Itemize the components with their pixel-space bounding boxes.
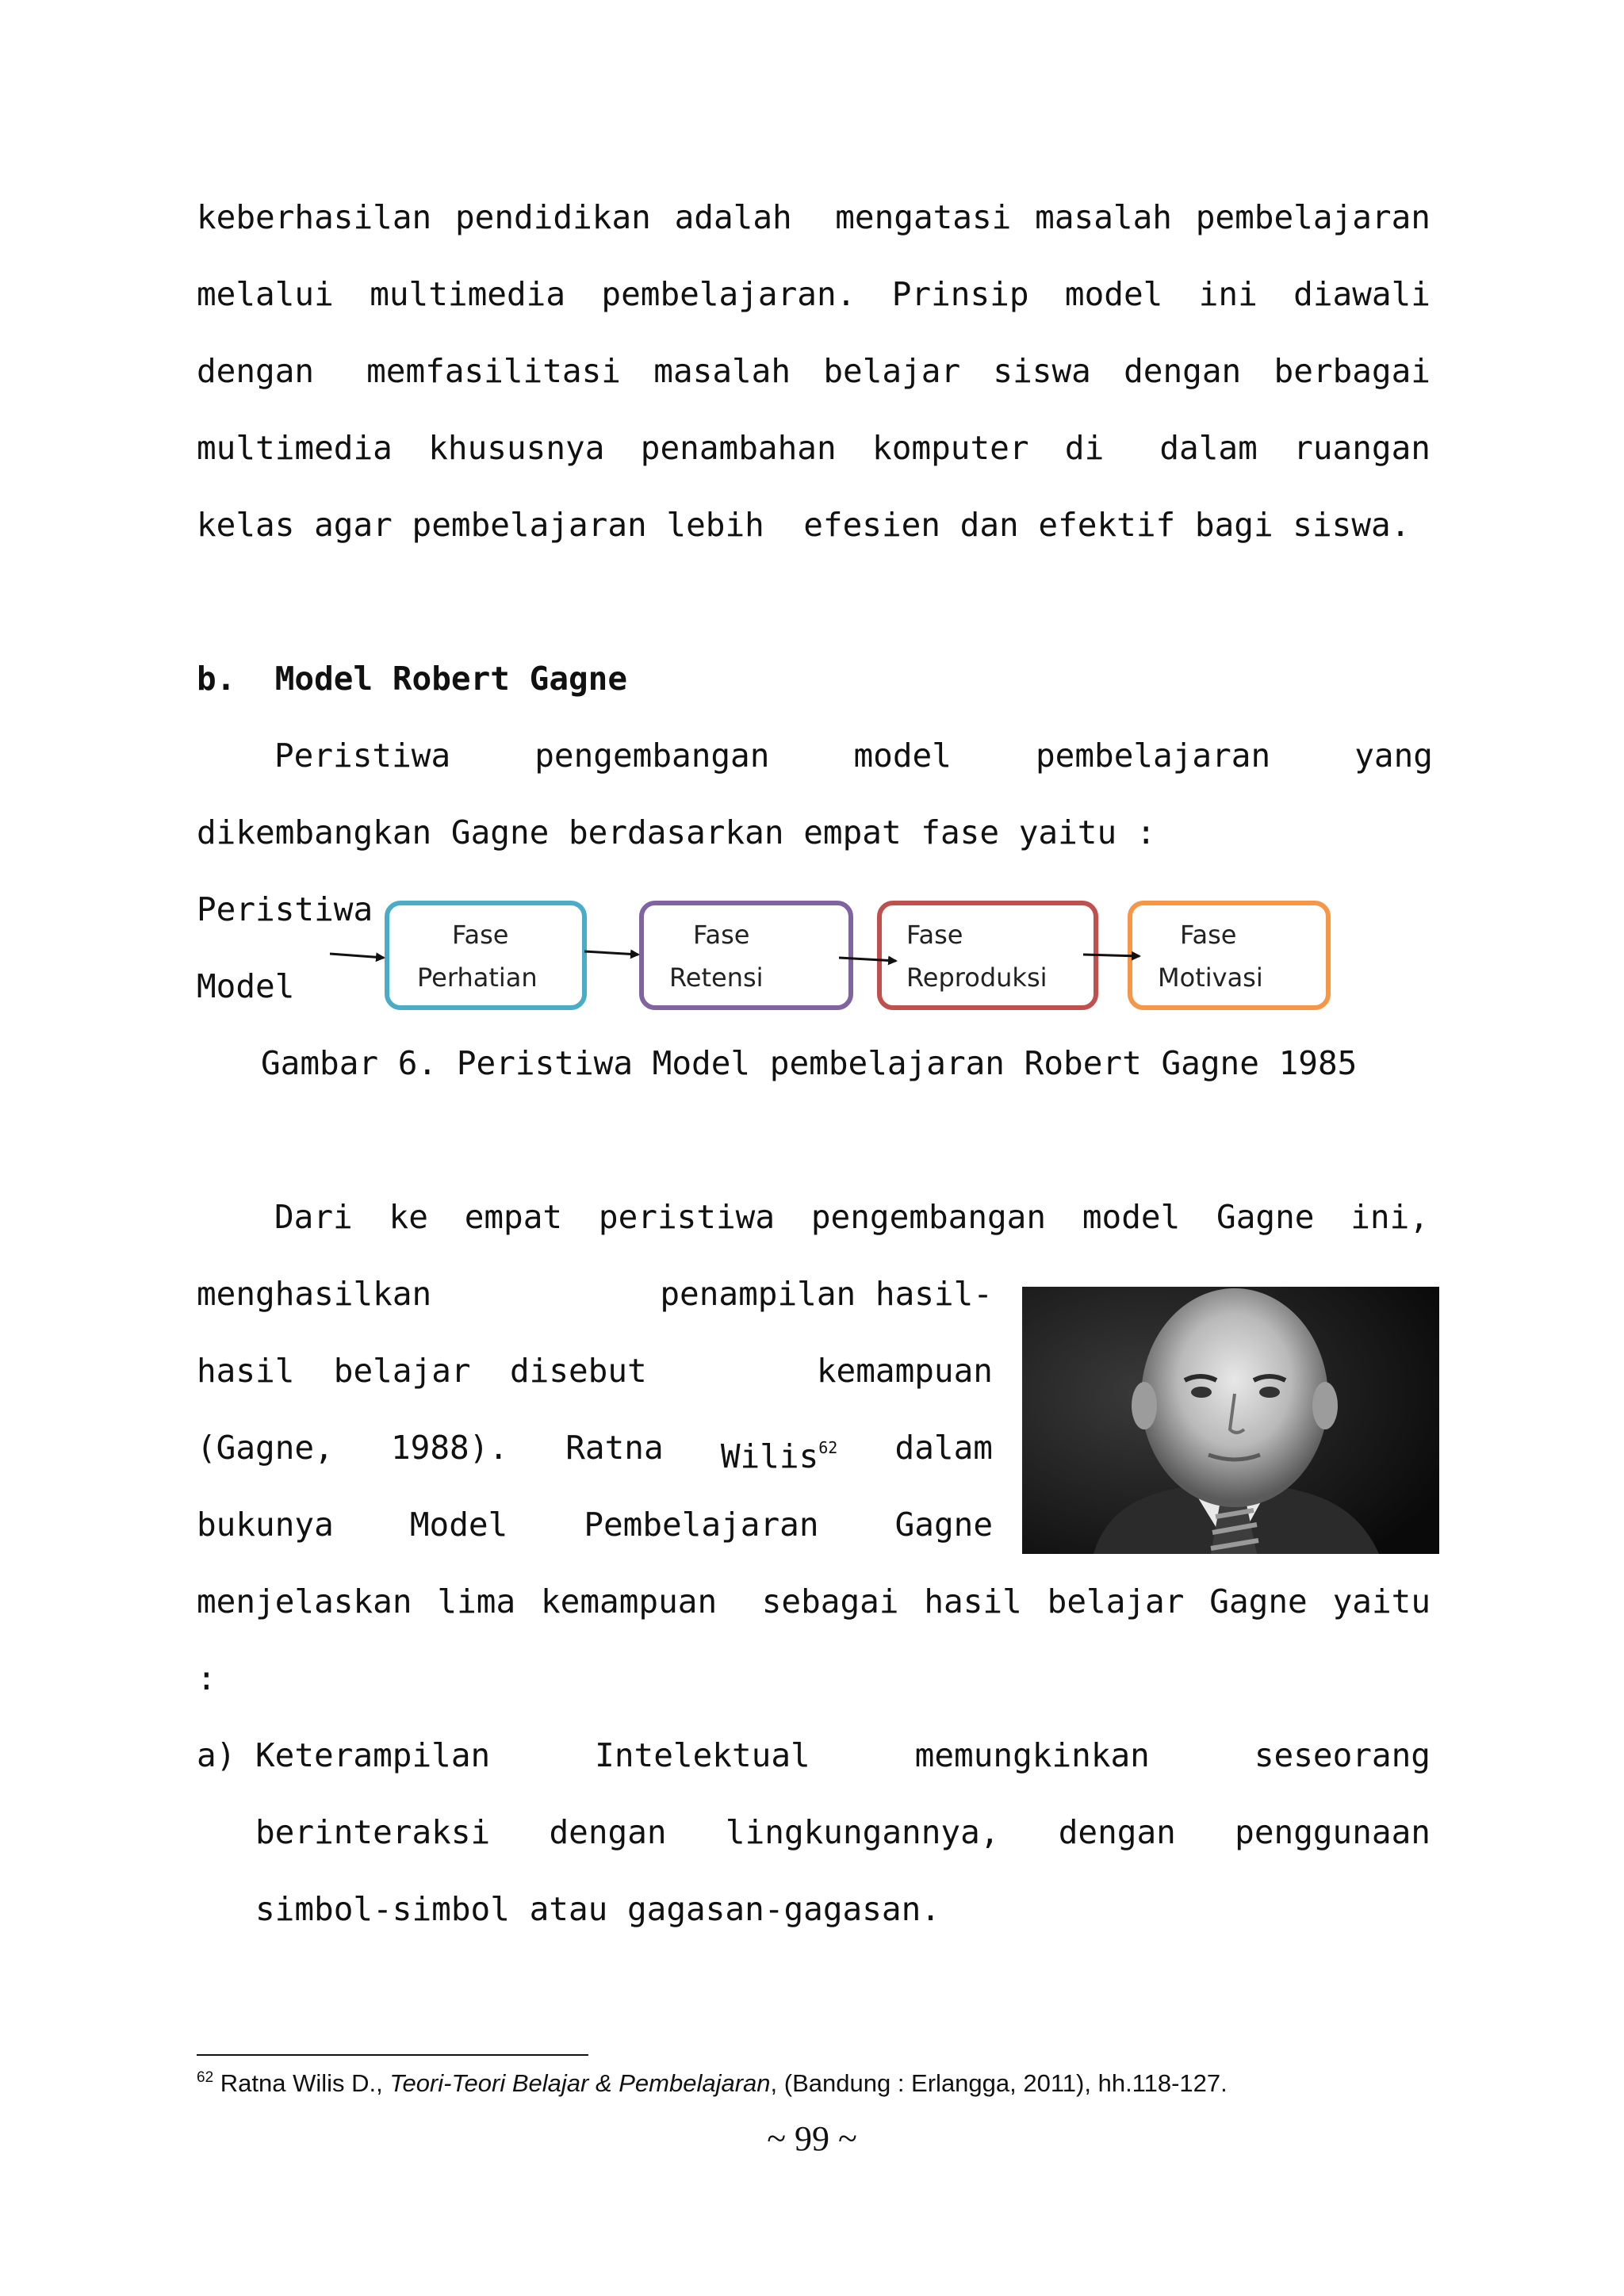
word: yaitu <box>1332 1582 1431 1621</box>
diagram-arrows <box>0 0 1624 1110</box>
word: dengan <box>549 1813 667 1851</box>
page-number: ~ 99 ~ <box>767 2119 857 2158</box>
word: dengan <box>197 352 334 390</box>
word: lingkungannya, <box>725 1813 1000 1851</box>
figure-caption: Gambar 6. Peristiwa Model pembelajaran Robert Gagne 1985 <box>261 1044 1358 1082</box>
phase-motivasi-line2: Motivasi <box>1158 962 1263 993</box>
word: ruangan <box>1293 429 1431 467</box>
phase-reproduksi-line2: Reproduksi <box>906 962 1048 993</box>
footnote-62 <box>197 2069 1228 2098</box>
word: lima <box>437 1582 516 1621</box>
word: dengan <box>1124 352 1242 390</box>
word: dalam <box>1159 429 1258 467</box>
word: bukunya <box>197 1506 334 1544</box>
word: pendidikan <box>455 198 651 236</box>
arrow-into-perhatian <box>330 954 384 958</box>
word: ke <box>389 1198 428 1236</box>
word: penambahan <box>640 429 837 467</box>
word: multimedia <box>370 275 566 313</box>
word: komputer <box>872 429 1029 467</box>
phase-perhatian-line1: Fase <box>452 920 509 950</box>
arrow-retensi-to-reproduksi <box>839 958 896 961</box>
paragraph3-line-1 <box>274 1193 1429 1241</box>
word-gagne-1988-b: 1988). <box>390 1429 509 1467</box>
list-item-a-line-2 <box>255 1808 1431 1856</box>
word-wilis-text: Wilis <box>720 1437 819 1475</box>
word: Gagne <box>1216 1198 1315 1236</box>
word: berbagai <box>1274 352 1431 390</box>
word-wilis <box>721 1424 838 1480</box>
footnote-author: Ratna Wilis D., <box>213 2069 390 2097</box>
word: Gagne <box>1209 1582 1308 1621</box>
phase-reproduksi-line1: Fase <box>906 920 963 950</box>
paragraph3-line-6 <box>197 1578 1431 1625</box>
word: pembelajaran <box>1195 198 1431 236</box>
paragraph3-line-2 <box>197 1270 993 1318</box>
word: kemampuan <box>541 1582 737 1621</box>
paragraph1-line-5: kelas agar pembelajaran lebih efesien dan efektif bagi siswa. <box>197 506 1411 544</box>
list-item-a-marker: a) <box>197 1736 236 1774</box>
diagram-label-line2: Model <box>197 967 295 1005</box>
word: pengembangan <box>810 1198 1047 1236</box>
word: pengembangan <box>534 737 770 775</box>
word: penggunaan <box>1235 1813 1431 1851</box>
arrow-reproduksi-to-motivasi <box>1083 955 1139 956</box>
word: hasil <box>924 1582 1022 1621</box>
robert-gagne-portrait <box>1022 1287 1439 1554</box>
word: dengan <box>1058 1813 1176 1851</box>
arrow-perhatian-to-retensi <box>584 951 638 955</box>
word-dalam: dalam <box>894 1429 993 1467</box>
word: menghasilkan <box>197 1275 432 1313</box>
word: Pembelajaran <box>584 1506 819 1544</box>
word: Keterampilan <box>255 1736 491 1774</box>
paragraph3-line-3 <box>197 1347 993 1395</box>
word: pembelajaran. <box>601 275 856 313</box>
word: Gagne <box>894 1506 993 1544</box>
word: keberhasilan <box>197 198 432 236</box>
word: siswa <box>993 352 1091 390</box>
word: empat <box>464 1198 563 1236</box>
word: memungkinkan <box>914 1736 1150 1774</box>
word: belajar <box>1047 1582 1185 1621</box>
word: belajar <box>823 352 961 390</box>
word: memfasilitasi <box>366 352 621 390</box>
word: multimedia <box>197 429 393 467</box>
paragraph3-line-7: : <box>197 1659 216 1697</box>
phase-retensi-line1: Fase <box>693 920 750 950</box>
phase-motivasi-line1: Fase <box>1180 920 1237 950</box>
word: hasil belajar disebut <box>197 1352 647 1390</box>
word: model <box>1082 1198 1181 1236</box>
word: model <box>853 737 952 775</box>
word: seseorang <box>1254 1736 1431 1774</box>
word: ini <box>1198 275 1258 313</box>
paragraph2-line-2: dikembangkan Gagne berdasarkan empat fase yaitu : <box>197 813 1156 851</box>
list-item-a-line-1 <box>255 1732 1431 1779</box>
word: Peristiwa <box>274 737 451 775</box>
word: ini, <box>1350 1198 1429 1236</box>
list-item-a-line-3: simbol-simbol atau gagasan-gagasan. <box>255 1890 940 1928</box>
word: peristiwa <box>598 1198 776 1236</box>
word: Dari <box>274 1198 353 1236</box>
word: kemampuan <box>816 1352 993 1390</box>
word: penampilan hasil- <box>660 1275 993 1313</box>
word: di <box>1064 429 1124 467</box>
word: mengatasi <box>835 198 1012 236</box>
word: adalah <box>674 198 812 236</box>
phase-retensi-line2: Retensi <box>669 962 764 993</box>
paragraph3-line-5 <box>197 1501 993 1548</box>
section-heading: b. Model Robert Gagne <box>197 660 628 698</box>
footnote-number: 62 <box>197 2069 214 2086</box>
word: Prinsip <box>891 275 1029 313</box>
word: pembelajaran <box>1035 737 1271 775</box>
word: khususnya <box>428 429 605 467</box>
paragraph3-line-4 <box>197 1424 993 1480</box>
footnote-separator <box>197 2054 588 2056</box>
footnote-rest: , (Bandung : Erlangga, 2011), hh.118-127. <box>770 2069 1228 2097</box>
word: Intelektual <box>595 1736 810 1774</box>
word: masalah <box>653 352 791 390</box>
word: Model <box>409 1506 508 1544</box>
footnote-ref-62[interactable]: 62 <box>818 1438 838 1457</box>
word-gagne-1988-a: (Gagne, <box>197 1429 334 1467</box>
word: melalui <box>197 275 334 313</box>
word: model <box>1064 275 1163 313</box>
word: masalah <box>1035 198 1172 236</box>
word: yang <box>1354 737 1433 775</box>
diagram-label-line1: Peristiwa <box>197 890 373 928</box>
word: diawali <box>1293 275 1431 313</box>
word: sebagai <box>761 1582 899 1621</box>
word-ratna: Ratna <box>565 1429 664 1467</box>
word: menjelaskan <box>197 1582 412 1621</box>
word: berinteraksi <box>255 1813 491 1851</box>
footnote-title: Teori-Teori Belajar & Pembelajaran <box>389 2069 771 2097</box>
phase-perhatian-line2: Perhatian <box>417 962 538 993</box>
